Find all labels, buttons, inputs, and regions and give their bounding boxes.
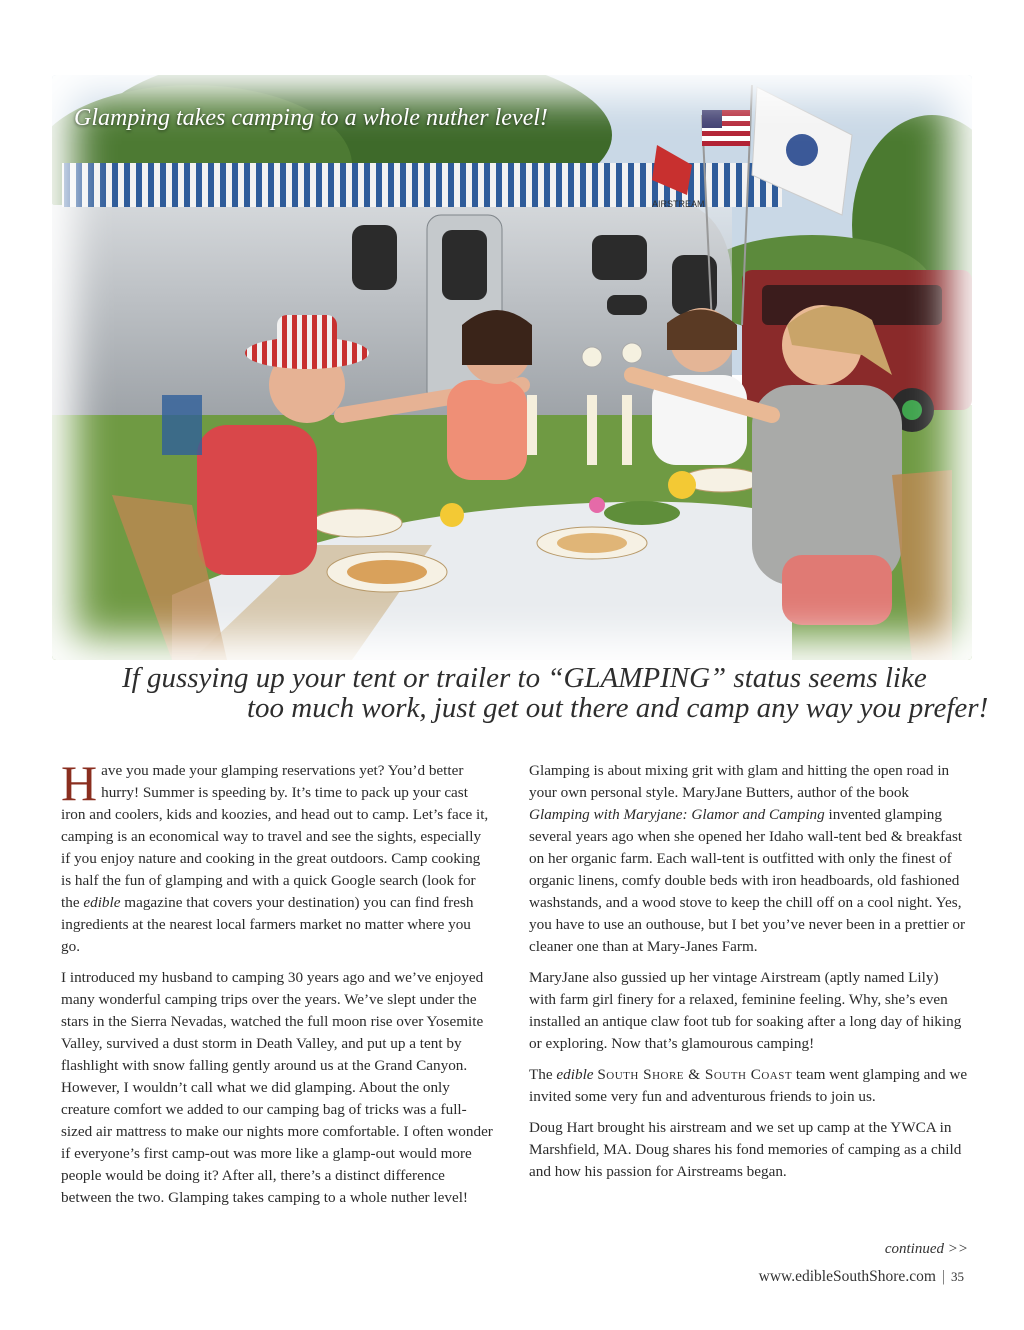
book-title: Glamping with Maryjane: Glamor and Camping [529, 806, 825, 823]
paragraph [61, 755, 493, 958]
continued-label: continued >> [884, 1241, 968, 1257]
paragraph: Doug Hart brought his airstream and we set up camp at the YWCA in Marshfield, MA. Doug shares his fond memories of camping as a child and how his passion for Airstreams began. [529, 1119, 962, 1180]
trailer-badge: AIRSTREAM [652, 199, 705, 209]
publication-name: edible [83, 894, 121, 911]
paragraph: I introduced my husband to camping 30 years ago and we’ve enjoyed many wonderful camping trips over the years. We’ve slept under the stars in the Sierra Nevadas, watched the full moon rise over Yosemite Valley, survived a dust storm in Death Valley, and put up a tent by flashlight with snow falling gently around us at the Grand Canyon. However, I wouldn’t call what we did glamping. About the only creature comfort we added to our camping bag of tricks was a full-sized air mattress to make our nights more comfortable. I often wonder if everyone’s first camp-out was more like a glamp-out would more people would be doing it? After all, there’s a distinct difference between the two. Glamping takes camping to a whole nuther level! [61, 969, 493, 1206]
publication-region: South Shore & South Coast [597, 1066, 793, 1083]
paragraph: MaryJane also gussied up her vintage Airstream (aptly named Lily) with farm girl finery for a relaxed, feminine feeling. Why, she’s even installed an antique claw foot tub for soaking after a long day of hiking or exploring. Now that’s glamourous camping! [529, 969, 962, 1052]
paragraph-text: magazine that covers your destination) you can find fresh ingredients at the nearest local farmers market no matter where you go. [61, 894, 474, 955]
hero-photo [52, 75, 972, 660]
publication-name: edible [556, 1066, 594, 1083]
article-column-left [61, 755, 493, 1218]
article-column-right [529, 760, 969, 1192]
pull-quote-line-2: too much work, just get out there and camp any way you prefer! [247, 692, 989, 724]
camping-scene-illustration [52, 75, 972, 660]
paragraph-text: Glamping is about mixing grit with glam and hitting the open road in your own personal style. MaryJane Butters, author of the book [529, 762, 950, 801]
page-footer [759, 1268, 964, 1286]
footer-separator: | [941, 1268, 945, 1285]
website-url[interactable]: www.edibleSouthShore.com [758, 1268, 936, 1285]
drop-cap: H [61, 755, 98, 811]
pull-quote-line-1: If gussying up your tent or trailer to “GLAMPING” status seems like [122, 662, 927, 694]
paragraph-text: team went glamping and we invited some very fun and adventurous friends to join us. [529, 1066, 968, 1105]
paragraph-text: The [529, 1066, 557, 1083]
paragraph-text: invented glamping several years ago when she opened her Idaho wall-tent bed & breakfast on her organic farm. Each wall-tent is outfitted with only the finest of organic linens, comfy double beds with iron headboards, old fashioned washstands, and a wood stove to keep the chill off on a cool night. Yes, you have to use an outhouse, but I bet you’ve never been in a prettier or cleaner one than at Mary-Janes Farm. [529, 806, 966, 955]
paragraph-text: ave you made your glamping reservations yet? You’d better hurry! Summer is speeding by. It’s time to pack up your cast iron and coolers, kids and koozies, and head out to camp. Let’s face it, camping is an economical way to travel and see the sights, especially if you enjoy nature and cooking in the great outdoors. Camp cooking is half the fun of glamping and with a quick Google search (look for the [61, 762, 489, 911]
paragraph [529, 1064, 969, 1108]
page-number: 35 [951, 1269, 964, 1284]
paragraph [529, 760, 969, 958]
photo-caption: Glamping takes camping to a whole nuther level! [74, 105, 548, 131]
